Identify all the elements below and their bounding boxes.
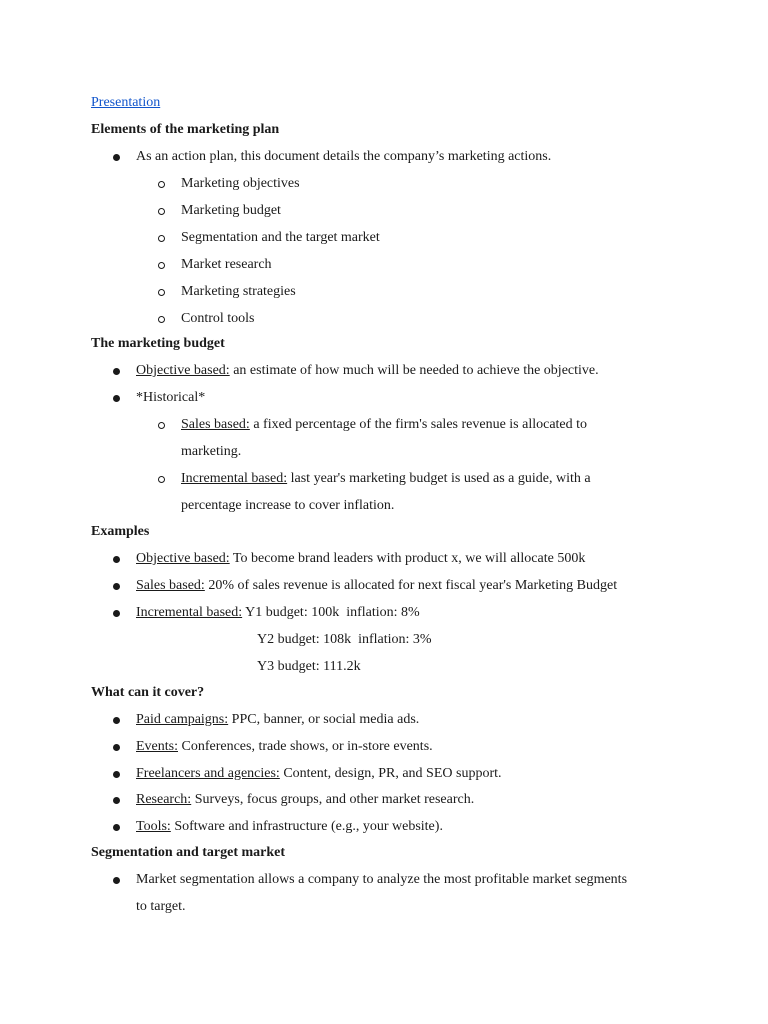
- list-item: [181, 470, 591, 488]
- list-item: Marketing strategies: [181, 284, 296, 299]
- list-item-continuation: marketing.: [181, 444, 242, 459]
- term-label: Sales based:: [181, 417, 250, 432]
- list-item: [136, 738, 433, 756]
- list-item: [136, 818, 443, 836]
- list-item-continuation: Y2 budget: 108k inflation: 3%: [257, 632, 432, 647]
- presentation-link[interactable]: Presentation: [91, 95, 161, 110]
- term-label: Tools:: [136, 819, 171, 834]
- term-text: To become brand leaders with product x, we will allocate 500k: [229, 551, 586, 566]
- list-item: Market segmentation allows a company to analyze the most profitable market segments: [136, 872, 628, 887]
- list-item: Marketing objectives: [181, 176, 300, 191]
- heading-segmentation: Segmentation and target market: [91, 845, 286, 860]
- list-item: As an action plan, this document details the company’s marketing actions.: [136, 149, 552, 164]
- list-item-continuation: to target.: [136, 899, 186, 914]
- list-item-continuation: Y3 budget: 111.2k: [257, 659, 361, 674]
- term-text: Y1 budget: 100k inflation: 8%: [242, 605, 420, 620]
- list-item: *Historical*: [136, 390, 206, 405]
- list-item: [136, 577, 617, 595]
- term-text: PPC, banner, or social media ads.: [228, 712, 420, 727]
- list-item: [136, 362, 599, 380]
- heading-what-can-it-cover: What can it cover?: [91, 685, 205, 700]
- term-label: Objective based:: [136, 363, 230, 378]
- term-label: Incremental based:: [136, 605, 243, 620]
- list-item: Marketing budget: [181, 203, 281, 218]
- list-item: [181, 416, 587, 434]
- term-label: Objective based:: [136, 551, 230, 566]
- term-label: Paid campaigns:: [136, 712, 229, 727]
- list-item: Market research: [181, 257, 272, 272]
- list-item: [136, 711, 419, 729]
- heading-elements-of-marketing-plan: Elements of the marketing plan: [91, 122, 280, 137]
- list-item-continuation: percentage increase to cover inflation.: [181, 498, 395, 513]
- term-label: Events:: [136, 739, 178, 754]
- term-text: Surveys, focus groups, and other market research.: [191, 792, 475, 807]
- term-text: Software and infrastructure (e.g., your website).: [170, 819, 443, 834]
- list-item: Segmentation and the target market: [181, 230, 380, 245]
- term-label: Sales based:: [136, 578, 205, 593]
- term-text: Conferences, trade shows, or in-store events.: [178, 739, 433, 754]
- term-label: Freelancers and agencies:: [136, 766, 280, 781]
- list-item: Control tools: [181, 311, 255, 326]
- heading-marketing-budget: The marketing budget: [91, 336, 225, 351]
- term-text: 20% of sales revenue is allocated for next fiscal year's Marketing Budget: [204, 578, 618, 593]
- term-label: Incremental based:: [181, 471, 288, 486]
- term-text: last year's marketing budget is used as a guide, with a: [287, 471, 591, 486]
- term-text: Content, design, PR, and SEO support.: [279, 766, 502, 781]
- list-item: [136, 550, 585, 568]
- list-item: [136, 765, 502, 783]
- term-label: Research:: [136, 792, 192, 807]
- heading-examples: Examples: [91, 524, 150, 539]
- term-text: a fixed percentage of the firm's sales revenue is allocated to: [249, 417, 588, 432]
- list-item: [136, 791, 474, 809]
- list-item: [136, 604, 420, 622]
- term-text: an estimate of how much will be needed to achieve the objective.: [229, 363, 599, 378]
